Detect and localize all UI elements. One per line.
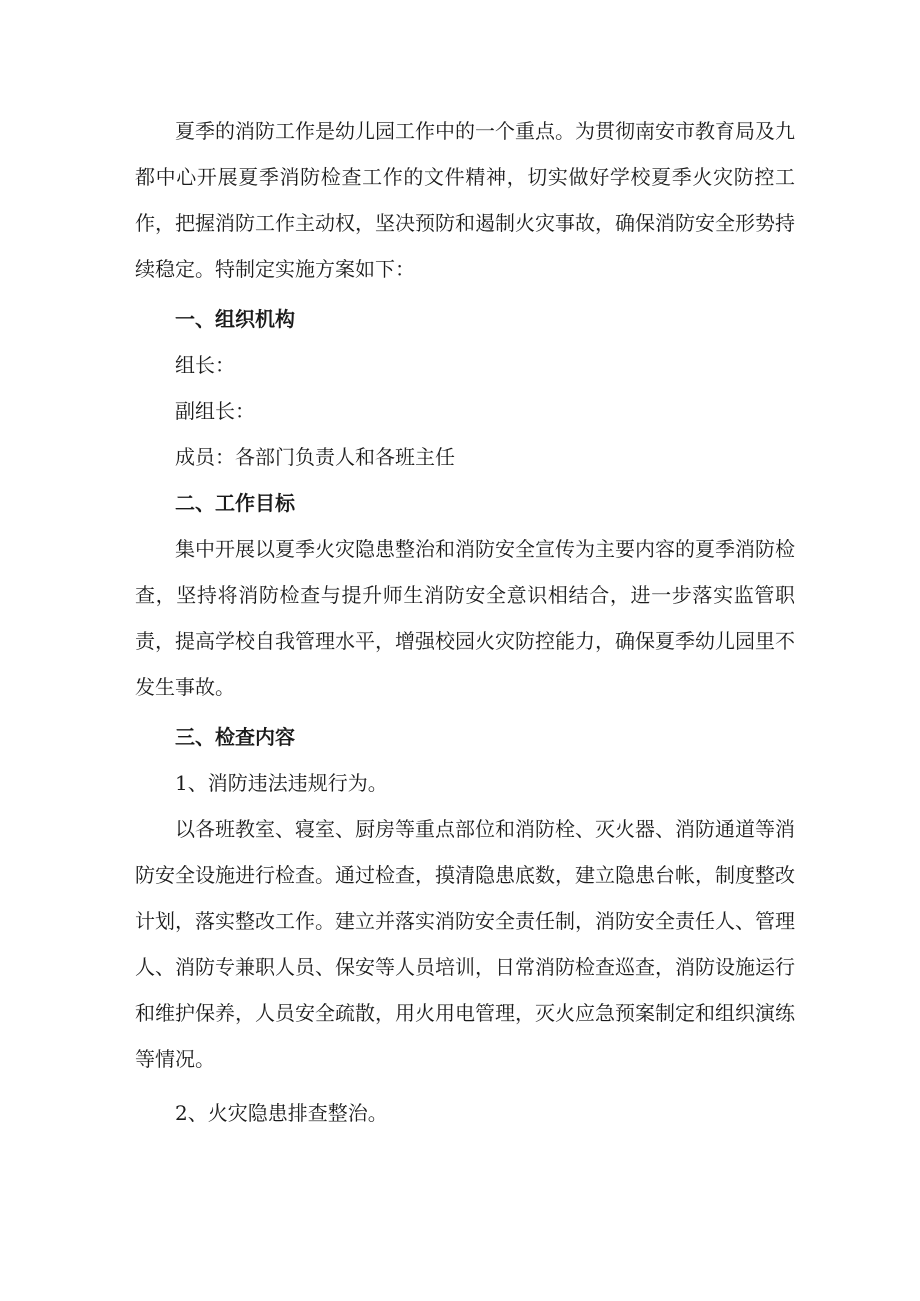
members-line: 成员：各部门负责人和各班主任 [175, 445, 455, 469]
inspection-item-1-body: 以各班教室、寝室、厨房等重点部位和消防栓、灭火器、消防通道等消防安全设施进行检查。通过检查，摸清隐患底数，建立隐患台帐，制度整改计划，落实整改工作。建立并落实消防安全责任制，消防安全责任人、管理人、消防专兼职人员、保安等人员培训，日常消防检查巡查，消防设施运行和维护保养，人员安全疏散，用火用电管理，灭火应急预案制定和组织演练等情况。 [135, 817, 795, 1071]
document-body [135, 108, 795, 1136]
intro-paragraph: 夏季的消防工作是幼儿园工作中的一个重点。为贯彻南安市教育局及九都中心开展夏季消防检查工作的文件精神，切实做好学校夏季火灾防控工作，把握消防工作主动权，坚决预防和遏制火灾事故，确保消防安全形势持续稳定。特制定实施方案如下： [135, 119, 795, 281]
section-heading-goals: 二、工作目标 [175, 491, 295, 515]
inspection-item-2-title: 2、火灾隐患排查整治。 [175, 1101, 388, 1125]
leader-line: 组长： [175, 353, 235, 377]
section-heading-inspection: 三、检查内容 [175, 725, 295, 749]
section-heading-organization: 一、组织机构 [175, 307, 295, 331]
goals-paragraph: 集中开展以夏季火灾隐患整治和消防安全宣传为主要内容的夏季消防检查，坚持将消防检查与提升师生消防安全意识相结合，进一步落实监管职责，提高学校自我管理水平，增强校园火灾防控能力，确保夏季幼儿园里不发生事故。 [135, 537, 795, 699]
deputy-leader-line: 副组长： [175, 399, 255, 423]
inspection-item-1-title: 1、消防违法违规行为。 [175, 771, 388, 795]
